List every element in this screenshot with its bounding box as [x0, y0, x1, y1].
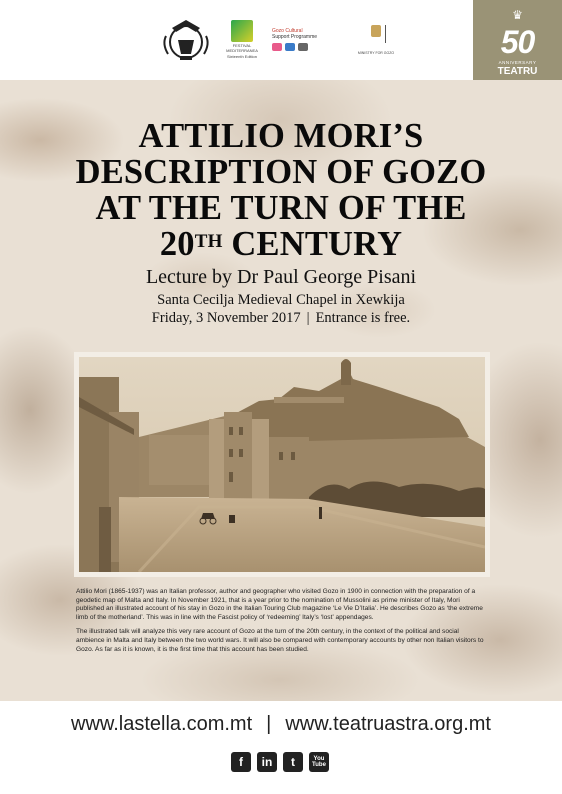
linkedin-icon[interactable]: in — [257, 752, 277, 772]
lastella-url[interactable]: www.lastella.com.mt — [71, 713, 253, 735]
venue-line: Santa Cecilja Medieval Chapel in Xewkija — [157, 292, 405, 308]
youtube-tube: Tube — [312, 762, 326, 768]
historic-photo-citadel — [79, 357, 485, 572]
gozo-cultural-logo — [272, 14, 336, 66]
historic-photo-frame — [74, 352, 490, 577]
ministry-text: MINISTRY FOR GOZO — [357, 51, 395, 55]
theatre-mask-icon: ♛ — [512, 8, 523, 22]
gozo-line1: Gozo Cultural — [272, 27, 303, 34]
festival-cube-icon — [231, 20, 253, 42]
ministry-for-gozo-logo — [346, 14, 406, 66]
crest-icon — [160, 14, 212, 66]
title-line3: AT THE TURN OF THE — [95, 189, 467, 227]
title-number: 20 — [159, 225, 195, 263]
gozo-mark-icon — [272, 43, 282, 51]
facebook-icon[interactable]: f — [231, 752, 251, 772]
youtube-icon[interactable] — [309, 752, 329, 772]
festival-text: FESTIVAL MEDITERRANEA — [226, 43, 258, 53]
gozo-mark-icon — [298, 43, 308, 51]
date-separator: | — [306, 310, 310, 326]
gozo-line2: Support Programme — [272, 33, 318, 40]
festival-mediterranea-logo — [222, 14, 262, 66]
title-century: CENTURY — [222, 225, 403, 263]
badge-anniversary: ANNIVERSARY — [498, 60, 537, 65]
badge-number: 50 — [500, 24, 535, 60]
description-paragraph-1: Attilio Mori (1865-1937) was an Italian professor, author and geographer who visited Gozo in 1900 in connection with the preparation of a geodetic map of Malta and Italy. In November 1921, that is a year prior to the nomination of Mussolini as prime minister of Italy, Mori published an illustrated account of his stay in Gozo in the Italian Touring Club magazine ‘Le Vie D’Italia’. He describes Gozo as ‘the extreme limb of the motherland’. This was in line with the Fascist policy of ‘redeeming’ Italy’s ‘lost’ appendages. — [76, 588, 483, 621]
description-text — [76, 588, 488, 660]
title-line2: DESCRIPTION OF GOZO — [75, 153, 487, 191]
event-date: Friday, 3 November 2017 — [151, 310, 301, 326]
gozo-mark-icon — [285, 43, 295, 51]
badge-name-line1: TEATRU — [497, 66, 538, 77]
title-line1: ATTILIO MORI’S — [138, 117, 424, 155]
entrance-note: Entrance is free. — [315, 310, 411, 326]
title-line4 — [40, 226, 522, 262]
title-superscript: TH — [194, 231, 223, 252]
tumblr-icon[interactable]: t — [283, 752, 303, 772]
la-stella-crest-logo — [160, 14, 212, 66]
teatruastra-url[interactable]: www.teatruastra.org.mt — [285, 713, 491, 735]
malta-seal-icon — [371, 25, 381, 37]
social-icons — [231, 752, 329, 772]
url-separator: | — [266, 713, 272, 735]
sponsor-logos — [160, 12, 406, 68]
footer-urls — [0, 713, 562, 736]
festival-edition: Sixteenth Edition — [226, 54, 258, 60]
lecturer-line: Lecture by Dr Paul George Pisani — [145, 266, 417, 288]
divider — [385, 25, 386, 43]
description-paragraph-2: The illustrated talk will analyze this very rare account of Gozo at the turn of the 20th century, in the context of the political and social ambience in Malta and Italy between the two world wars. It will also be compared with contemporary accounts by other non Italian visitors to Gozo. As far as it is known, it is the first time that this account has been studied. — [76, 628, 484, 653]
date-line — [40, 310, 522, 327]
poster-title — [40, 118, 522, 262]
youtube-you: You — [313, 756, 325, 762]
